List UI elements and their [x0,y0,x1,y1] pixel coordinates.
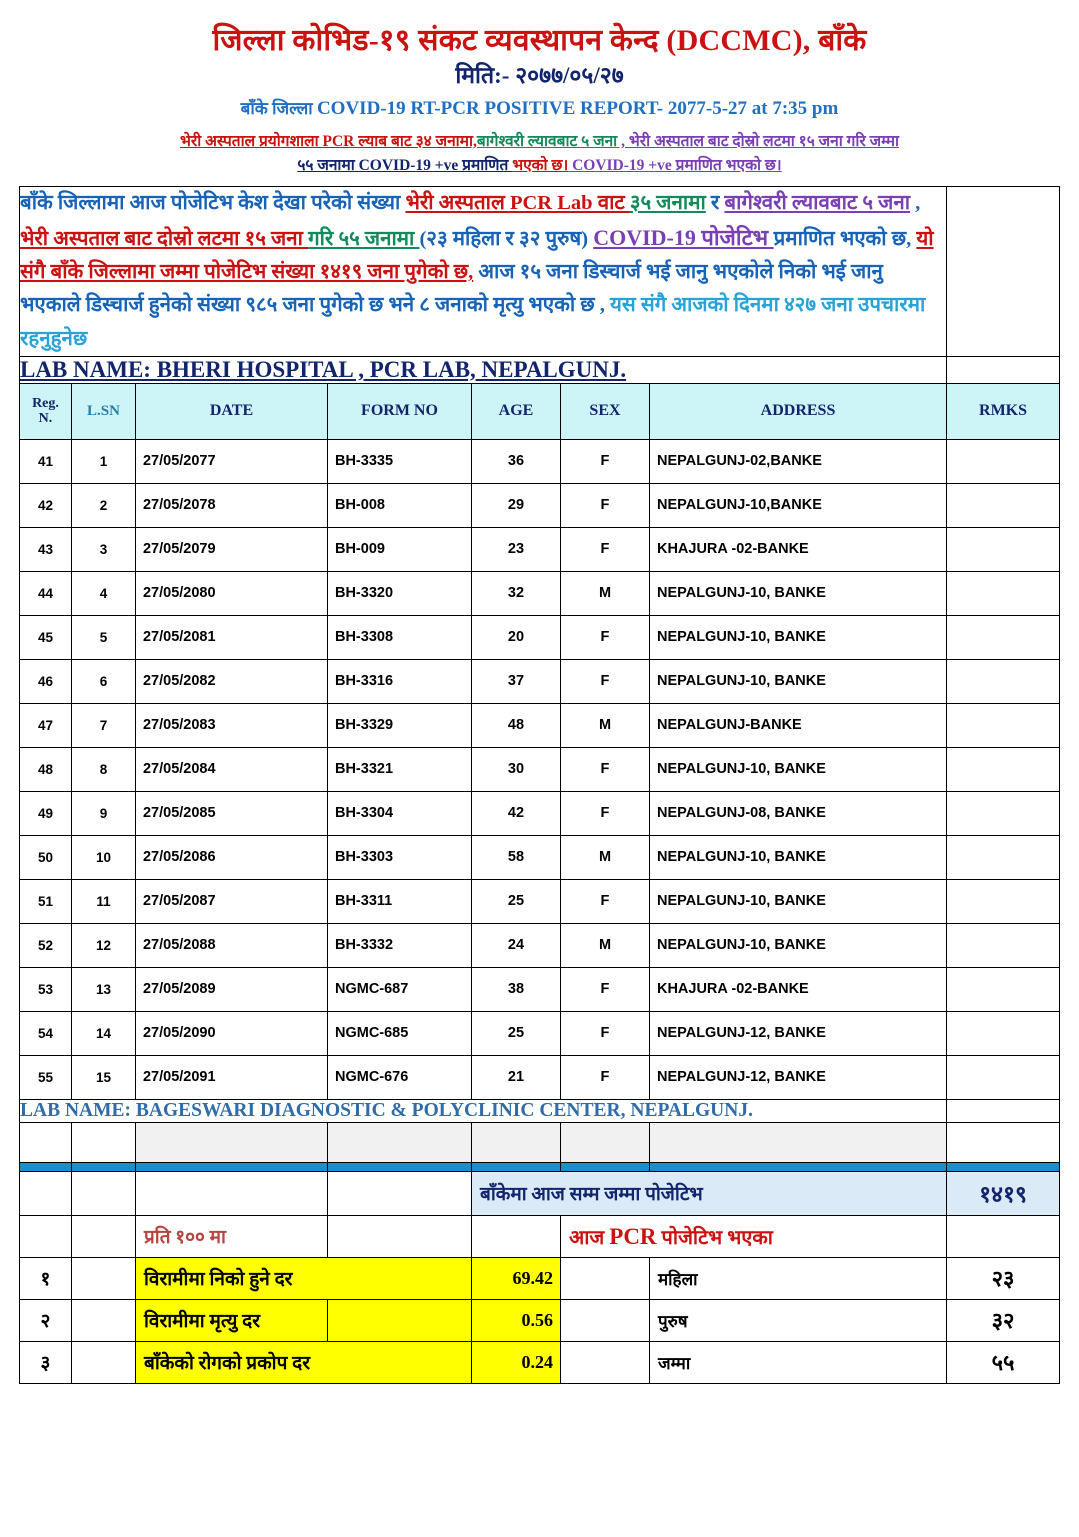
rate-category: पुरुष [649,1299,946,1341]
total-row-empty-3 [135,1171,327,1215]
cell-lsn: 8 [71,747,135,791]
para-seg-6: , [910,191,921,214]
table-row [19,835,1059,879]
cell-date: 27/05/2086 [135,835,327,879]
cell-sex: M [560,835,649,879]
cell-age: 29 [471,483,560,527]
cell-date: 27/05/2087 [135,879,327,923]
para-seg-2: भेरी अस्पताल PCR Lab वाट [405,191,630,214]
cell-lsn: 14 [71,1011,135,1055]
cell-date: 27/05/2081 [135,615,327,659]
lab-name-1: LAB NAME: BHERI HOSPITAL , PCR LAB, NEPALGUNJ. [19,356,946,383]
per100-empty-4 [327,1215,471,1257]
cell-address: NEPALGUNJ-10, BANKE [649,571,946,615]
cell-reg: 49 [19,791,71,835]
lab1-rmks-cell [947,356,1060,383]
spacer-row [19,1122,1059,1162]
spacer-cell-8 [947,1122,1060,1162]
pcr-today-np1: आज [568,1226,610,1249]
table-row [19,1011,1059,1055]
cell-form-no: BH-3304 [327,791,471,835]
table-row [19,659,1059,703]
para-seg-11: प्रमाणित भएको छ, [773,227,917,250]
para-seg-5: बागेश्वरी ल्यावबाट ५ जना [724,191,911,214]
cell-date: 27/05/2084 [135,747,327,791]
cell-lsn: 3 [71,527,135,571]
cell-form-no: BH-009 [327,527,471,571]
cell-lsn: 9 [71,791,135,835]
cell-lsn: 1 [71,439,135,483]
cell-address: NEPALGUNJ-12, BANKE [649,1011,946,1055]
cell-age: 38 [471,967,560,1011]
table-row [19,1055,1059,1099]
para-seg-1: बाँके जिल्लामा आज पोजेटिभ केश देखा परेको संख्या [19,191,406,214]
spacer-cell-7 [649,1122,946,1162]
column-header-lsn: L.SN [71,383,135,439]
cell-address: NEPALGUNJ-08, BANKE [649,791,946,835]
sub-line1-part-a: भेरी अस्पताल प्रयोगशाला PCR ल्याब बाट ३४ जनामा, [179,132,477,150]
cell-rmks [947,483,1060,527]
cell-lsn: 5 [71,615,135,659]
cell-lsn: 11 [71,879,135,923]
cell-age: 42 [471,791,560,835]
column-header-age: AGE [471,383,560,439]
cell-age: 32 [471,571,560,615]
cell-age: 21 [471,1055,560,1099]
table-row [19,967,1059,1011]
cell-address: NEPALGUNJ-10, BANKE [649,923,946,967]
per-hundred-row [19,1215,1059,1257]
cell-reg: 52 [19,923,71,967]
cell-lsn: 15 [71,1055,135,1099]
para-seg-9: (२३ महिला र ३२ पुरुष) [419,227,594,250]
rate-empty-lsn [71,1341,135,1383]
cell-sex: M [560,703,649,747]
sub-line1-part-c: , भेरी अस्पताल बाट दोस्रो लटमा १५ जना गरि जम्मा [617,132,900,150]
cell-lsn: 10 [71,835,135,879]
cell-date: 27/05/2090 [135,1011,327,1055]
total-row-empty-1 [19,1171,71,1215]
per100-empty-2 [71,1215,135,1257]
cell-sex: M [560,571,649,615]
cell-rmks [947,703,1060,747]
report-sheet [19,186,1060,1384]
para-seg-10: COVID-19 पोजेटिभ [593,224,774,250]
column-header-address: ADDRESS [649,383,946,439]
cell-age: 37 [471,659,560,703]
blue-divider-row [19,1162,1059,1171]
cell-rmks [947,835,1060,879]
table-row [19,879,1059,923]
blue-bar-cell-3 [135,1162,327,1171]
summary-paragraph-row [19,186,1059,356]
spacer-cell-4 [327,1122,471,1162]
rate-empty-lsn [71,1257,135,1299]
pcr-today-label [560,1215,946,1257]
rate-row [19,1299,1059,1341]
cell-date: 27/05/2078 [135,483,327,527]
rate-index: २ [19,1299,71,1341]
cell-form-no: NGMC-685 [327,1011,471,1055]
cell-lsn: 4 [71,571,135,615]
rate-value: 0.24 [471,1341,560,1383]
cell-sex: F [560,659,649,703]
table-row [19,571,1059,615]
cell-date: 27/05/2091 [135,1055,327,1099]
para-seg-8: गरि ५५ जनामा [308,227,420,250]
per100-empty-1 [19,1215,71,1257]
cell-reg: 44 [19,571,71,615]
cell-address: NEPALGUNJ-10, BANKE [649,835,946,879]
cell-address: NEPALGUNJ-10, BANKE [649,659,946,703]
cell-reg: 50 [19,835,71,879]
page-title: जिल्ला कोभिड-१९ संकट व्यवस्थापन केन्द (DCCMC), बाँके [212,24,867,57]
total-positive-label: बाँकेमा आज सम्म जम्मा पोजेटिभ [471,1171,946,1215]
rate-value: 69.42 [471,1257,560,1299]
per100-empty-5 [471,1215,560,1257]
rate-count: ३२ [947,1299,1060,1341]
sub-line2-part-b: भएको छ। [512,156,569,174]
rate-empty-sex [560,1299,649,1341]
rate-row [19,1257,1059,1299]
cell-address: KHAJURA -02-BANKE [649,967,946,1011]
cell-date: 27/05/2079 [135,527,327,571]
rate-count: २३ [947,1257,1060,1299]
date-line: मिति:- २०७७/०५/२७ [455,62,624,88]
summary-sub-line-1 [0,130,1079,154]
para-seg-3: ३५ जनामा [629,191,706,214]
cell-form-no: BH-3303 [327,835,471,879]
cell-address: NEPALGUNJ-02,BANKE [649,439,946,483]
cell-form-no: BH-3332 [327,923,471,967]
cell-reg: 41 [19,439,71,483]
cell-form-no: BH-3320 [327,571,471,615]
cell-sex: F [560,439,649,483]
cell-reg: 45 [19,615,71,659]
document-header [0,0,1079,178]
cell-lsn: 6 [71,659,135,703]
cell-date: 27/05/2089 [135,967,327,1011]
cell-lsn: 2 [71,483,135,527]
total-row-empty-2 [71,1171,135,1215]
cell-sex: F [560,483,649,527]
report-subtitle [0,98,1079,121]
cell-rmks [947,615,1060,659]
cell-reg: 51 [19,879,71,923]
blue-bar-cell-5 [471,1162,560,1171]
cell-form-no: BH-3308 [327,615,471,659]
table-row [19,923,1059,967]
column-header-reg [19,383,71,439]
cell-rmks [947,659,1060,703]
cell-address: KHAJURA -02-BANKE [649,527,946,571]
per100-empty-8 [947,1215,1060,1257]
column-header-sex: SEX [560,383,649,439]
lab-name-row-2 [19,1099,1059,1122]
rate-row [19,1341,1059,1383]
table-row [19,747,1059,791]
blue-bar-cell-6 [560,1162,649,1171]
cell-lsn: 12 [71,923,135,967]
blue-bar-cell-4 [327,1162,471,1171]
cell-reg: 46 [19,659,71,703]
rate-index: ३ [19,1341,71,1383]
pcr-today-np2: पोजेटिभ भएका [656,1226,773,1249]
cell-form-no: BH-3321 [327,747,471,791]
cell-rmks [947,527,1060,571]
total-row-empty-4 [327,1171,471,1215]
cell-rmks [947,1055,1060,1099]
cell-age: 24 [471,923,560,967]
cell-lsn: 13 [71,967,135,1011]
cell-form-no: NGMC-676 [327,1055,471,1099]
rate-category: महिला [649,1257,946,1299]
cell-address: NEPALGUNJ-10, BANKE [649,615,946,659]
table-row [19,439,1059,483]
cell-rmks [947,571,1060,615]
para-seg-14: यस संगै आजको दिनमा ४२७ जना उपचारमा रहनुहुनेछ [19,294,926,350]
lab-name-row-1 [19,356,1059,383]
summary-sub-line-2 [0,154,1079,178]
cell-lsn: 7 [71,703,135,747]
para-seg-13: आज १५ जना डिस्चार्ज भई जानु भएकोले निको भई जानु भएकाले डिस्चार्ज हुनेको संख्या ९८५ जना पुगेको छ भने ८ जनाको मृत्यु भएको छ , [19,261,883,317]
total-positive-row [19,1171,1059,1215]
rate-value: 0.56 [471,1299,560,1341]
cell-form-no: BH-3311 [327,879,471,923]
rate-count: ५५ [947,1341,1060,1383]
spacer-cell-5 [471,1122,560,1162]
cell-address: NEPALGUNJ-10, BANKE [649,879,946,923]
table-body [19,439,1059,1099]
rate-category: जम्मा [649,1341,946,1383]
column-header-rmks: RMKS [947,383,1060,439]
blue-bar-cell-7 [649,1162,946,1171]
rate-empty-lsn [71,1299,135,1341]
cell-address: NEPALGUNJ-12, BANKE [649,1055,946,1099]
cell-age: 36 [471,439,560,483]
para-seg-7: भेरी अस्पताल बाट दोस्रो लटमा १५ जना [19,227,309,250]
cell-form-no: BH-008 [327,483,471,527]
cell-rmks [947,747,1060,791]
lab-name-2: LAB NAME: BAGESWARI DIAGNOSTIC & POLYCLINIC CENTER, NEPALGUNJ. [19,1099,946,1122]
report-subtitle-en: COVID-19 RT-PCR POSITIVE REPORT- 2077-5-27 at 7:35 pm [316,97,839,119]
cell-date: 27/05/2088 [135,923,327,967]
blue-bar-cell-8 [947,1162,1060,1171]
rate-empty-sex [560,1341,649,1383]
sub-line2-part-a: ५५ जनामा COVID-19 +ve प्रमाणित [297,156,513,174]
cell-reg: 55 [19,1055,71,1099]
rate-label: विरामीमा मृत्यु दर [135,1299,327,1341]
cell-sex: F [560,967,649,1011]
column-header-reg-line2: N. [38,411,53,427]
cell-rmks [947,1011,1060,1055]
cell-age: 58 [471,835,560,879]
cell-address: NEPALGUNJ-10, BANKE [649,747,946,791]
spacer-cell-6 [560,1122,649,1162]
cell-reg: 48 [19,747,71,791]
spacer-cell-1 [19,1122,71,1162]
table-row [19,703,1059,747]
paragraph-row-rmks-cell [947,186,1060,356]
sub-line1-part-b: बागेश्वरी ल्यावबाट ५ जना [476,132,618,150]
column-header-date: DATE [135,383,327,439]
rate-label-spill [327,1299,471,1341]
cell-reg: 43 [19,527,71,571]
cell-age: 20 [471,615,560,659]
cell-rmks [947,967,1060,1011]
cell-rmks [947,791,1060,835]
cell-reg: 42 [19,483,71,527]
summary-sub-lines [0,130,1079,178]
para-seg-4: र [705,191,725,214]
table-row [19,527,1059,571]
cell-rmks [947,923,1060,967]
rate-label: बाँकेको रोगको प्रकोप दर [135,1341,471,1383]
cell-date: 27/05/2082 [135,659,327,703]
total-positive-value: १४१९ [947,1171,1060,1215]
cell-age: 23 [471,527,560,571]
cell-age: 25 [471,879,560,923]
cell-address: NEPALGUNJ-BANKE [649,703,946,747]
summary-paragraph-cell [19,186,946,356]
rate-index: १ [19,1257,71,1299]
cell-rmks [947,879,1060,923]
para-seg-12: यो संगै बाँके जिल्लामा जम्मा पोजेटिभ संख्या १४१९ जना पुगेको छ, [19,227,934,284]
cell-sex: F [560,747,649,791]
table-row [19,791,1059,835]
spacer-cell-2 [71,1122,135,1162]
column-header-form-no: FORM NO [327,383,471,439]
cell-sex: F [560,879,649,923]
sub-line2-part-c: COVID-19 +ve प्रमाणित भएको छ। [568,156,782,174]
pcr-today-en: PCR [609,1223,657,1249]
cell-age: 30 [471,747,560,791]
cell-sex: F [560,1011,649,1055]
cell-age: 48 [471,703,560,747]
cell-form-no: BH-3335 [327,439,471,483]
cell-date: 27/05/2083 [135,703,327,747]
cell-sex: F [560,791,649,835]
report-subtitle-np: बाँके जिल्ला [240,98,317,118]
rate-empty-sex [560,1257,649,1299]
cell-sex: F [560,1055,649,1099]
spacer-cell-3 [135,1122,327,1162]
cell-form-no: BH-3329 [327,703,471,747]
cell-reg: 47 [19,703,71,747]
cell-date: 27/05/2077 [135,439,327,483]
cell-reg: 53 [19,967,71,1011]
blue-bar-cell-2 [71,1162,135,1171]
cell-sex: F [560,527,649,571]
cell-reg: 54 [19,1011,71,1055]
summary-paragraph [20,187,946,356]
table-header-row [19,383,1059,439]
blue-bar-cell-1 [19,1162,71,1171]
rate-label: विरामीमा निको हुने दर [135,1257,471,1299]
cell-form-no: NGMC-687 [327,967,471,1011]
per-hundred-label: प्रति १०० मा [135,1215,327,1257]
cell-sex: F [560,615,649,659]
cell-address: NEPALGUNJ-10,BANKE [649,483,946,527]
cell-date: 27/05/2085 [135,791,327,835]
cell-sex: M [560,923,649,967]
table-row [19,615,1059,659]
cell-rmks [947,439,1060,483]
cell-age: 25 [471,1011,560,1055]
column-header-reg-line1: Reg. [32,395,59,411]
cell-date: 27/05/2080 [135,571,327,615]
lab2-rmks-cell [947,1099,1060,1122]
cell-form-no: BH-3316 [327,659,471,703]
rate-rows-body [19,1257,1059,1383]
table-row [19,483,1059,527]
